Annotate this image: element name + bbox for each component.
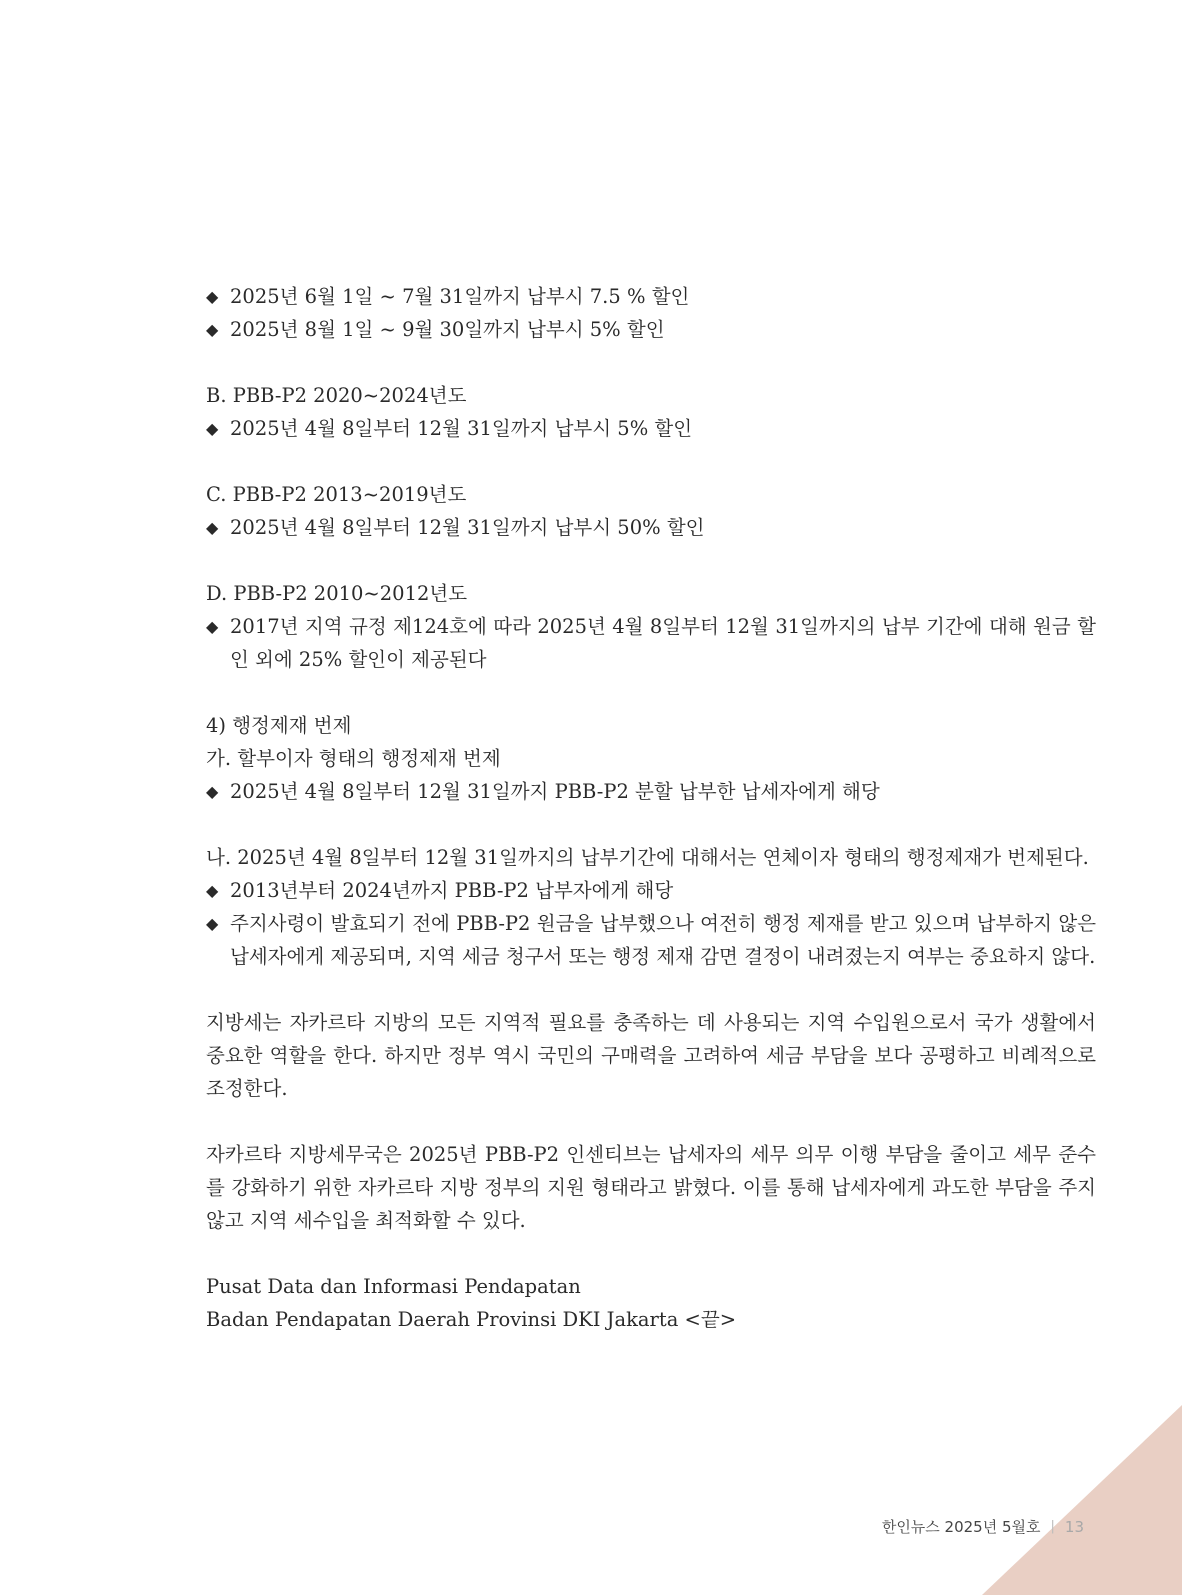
bullet-text: 2025년 4월 8일부터 12월 31일까지 납부시 50% 할인 [230, 516, 705, 539]
bullet-text: 2013년부터 2024년까지 PBB-P2 납부자에게 해당 [230, 879, 674, 902]
bullet-item [206, 874, 1096, 907]
footer-separator: | [1050, 1519, 1055, 1534]
diamond-bullet-icon: ◆ [206, 782, 219, 801]
diamond-bullet-icon: ◆ [206, 320, 219, 339]
source-line-2: Badan Pendapatan Daerah Provinsi DKI Jakarta <끝> [206, 1308, 737, 1331]
diamond-bullet-icon: ◆ [206, 287, 219, 306]
bullet-item [206, 907, 1096, 973]
bullet-text: 2025년 6월 1일 ~ 7월 31일까지 납부시 7.5 % 할인 [230, 285, 690, 308]
bullet-item [206, 775, 1096, 808]
section-4-heading: 4) 행정제재 번제 [206, 714, 352, 737]
bullet-text: 2025년 4월 8일부터 12월 31일까지 PBB-P2 분할 납부한 납세자에게 해당 [230, 780, 880, 803]
publication-name: 한인뉴스 2025년 5월호 [881, 1518, 1041, 1536]
bullet-text: 2025년 4월 8일부터 12월 31일까지 납부시 5% 할인 [230, 417, 693, 440]
section-b-heading: B. PBB-P2 2020~2024년도 [206, 384, 467, 407]
section-c-heading: C. PBB-P2 2013~2019년도 [206, 483, 467, 506]
section-4-na-text: 나. 2025년 4월 8일부터 12월 31일까지의 납부기간에 대해서는 연체이자 형태의 행정제재가 번제된다. [206, 846, 1089, 869]
section-4-ga-heading: 가. 할부이자 형태의 행정제재 번제 [206, 747, 501, 770]
bullet-text: 2025년 8월 1일 ~ 9월 30일까지 납부시 5% 할인 [230, 318, 665, 341]
bullet-item [206, 511, 1096, 544]
section-d-heading: D. PBB-P2 2010~2012년도 [206, 582, 468, 605]
corner-triangle-shape [982, 1405, 1182, 1595]
bullet-text: 주지사령이 발효되기 전에 PBB-P2 원금을 납부했으나 여전히 행정 제재를 받고 있으며 납부하지 않은 납세자에게 제공되며, 지역 세금 청구서 또는 행정 제재 감면 결정이 내려졌는지 여부는 중요하지 않다. [230, 912, 1096, 968]
corner-triangle-decoration [982, 1405, 1182, 1595]
paragraph-incentive: 자카르타 지방세무국은 2025년 PBB-P2 인센티브는 납세자의 세무 의무 이행 부담을 줄이고 세무 준수를 강화하기 위한 자카르타 지방 정부의 지원 형태라고 밝혔다. 이를 통해 납세자에게 과도한 부담을 주지 않고 지역 세수입을 최적화할 수 있다. [206, 1143, 1096, 1232]
diamond-bullet-icon: ◆ [206, 419, 219, 438]
paragraph-local-tax: 지방세는 자카르타 지방의 모든 지역적 필요를 충족하는 데 사용되는 지역 수입원으로서 국가 생활에서 중요한 역할을 한다. 하지만 정부 역시 국민의 구매력을 고려하여 세금 부담을 보다 공평하고 비례적으로 조정한다. [206, 1011, 1096, 1100]
bullet-item [206, 313, 1096, 346]
source-line-1: Pusat Data dan Informasi Pendapatan [206, 1275, 581, 1298]
bullet-item [206, 610, 1096, 676]
article-body [206, 280, 1096, 1336]
page-footer [882, 1516, 1084, 1537]
page-number: 13 [1064, 1517, 1084, 1536]
bullet-item [206, 280, 1096, 313]
diamond-bullet-icon: ◆ [206, 914, 219, 933]
diamond-bullet-icon: ◆ [206, 518, 219, 537]
bullet-text: 2017년 지역 규정 제124호에 따라 2025년 4월 8일부터 12월 31일까지의 납부 기간에 대해 원금 할인 외에 25% 할인이 제공된다 [230, 615, 1096, 671]
diamond-bullet-icon: ◆ [206, 617, 219, 636]
diamond-bullet-icon: ◆ [206, 881, 219, 900]
bullet-item [206, 412, 1096, 445]
